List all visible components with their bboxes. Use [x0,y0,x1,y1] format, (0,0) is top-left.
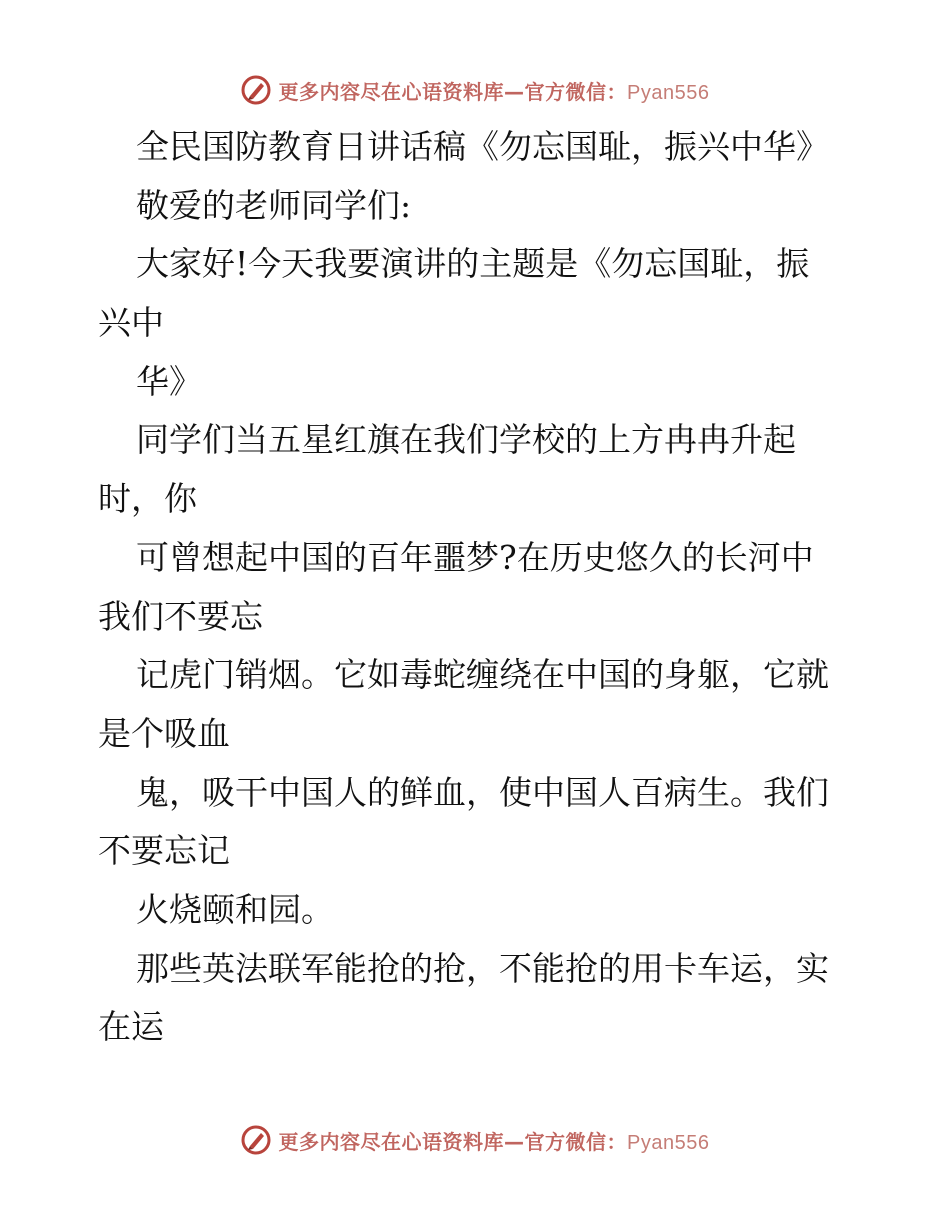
document-title: 全民国防教育日讲话稿《勿忘国耻，振兴中华》 [136,127,829,166]
paragraph-line: 可曾想起中国的百年噩梦?在历史悠久的长河中 [136,537,814,577]
red-seal-pen-icon [241,75,271,105]
watermark-text: 更多内容尽在心语资料库—官方微信：Pyan556 [278,1129,710,1154]
paragraph-line: 在运 [98,1007,164,1047]
paragraph-line: 鬼，吸干中国人的鲜血，使中国人百病生。我们 [136,772,829,812]
watermark-text: 更多内容尽在心语资料库—官方微信：Pyan556 [278,79,710,104]
document-body [98,118,858,1057]
paragraph-line: 火烧颐和园。 [136,889,334,929]
red-seal-pen-icon [241,1125,271,1155]
paragraph-line: 不要忘记 [98,831,230,871]
paragraph-line: 兴中 [98,303,164,343]
paragraph-line: 华》 [136,361,202,401]
paragraph-line: 记虎门销烟。它如毒蛇缠绕在中国的身躯，它就 [136,655,829,695]
header-watermark [0,70,950,110]
paragraph-line: 那些英法联军能抢的抢，不能抢的用卡车运，实 [136,948,829,988]
paragraph-line: 时，你 [98,479,197,519]
paragraph-line: 同学们当五星红旗在我们学校的上方冉冉升起 [136,420,796,460]
paragraph-line: 大家好!今天我要演讲的主题是《勿忘国耻，振 [136,244,810,284]
paragraph-line: 我们不要忘 [98,596,263,636]
footer-watermark [0,1120,950,1160]
paragraph-line: 是个吸血 [98,713,230,753]
salutation: 敬爱的老师同学们: [136,185,412,225]
